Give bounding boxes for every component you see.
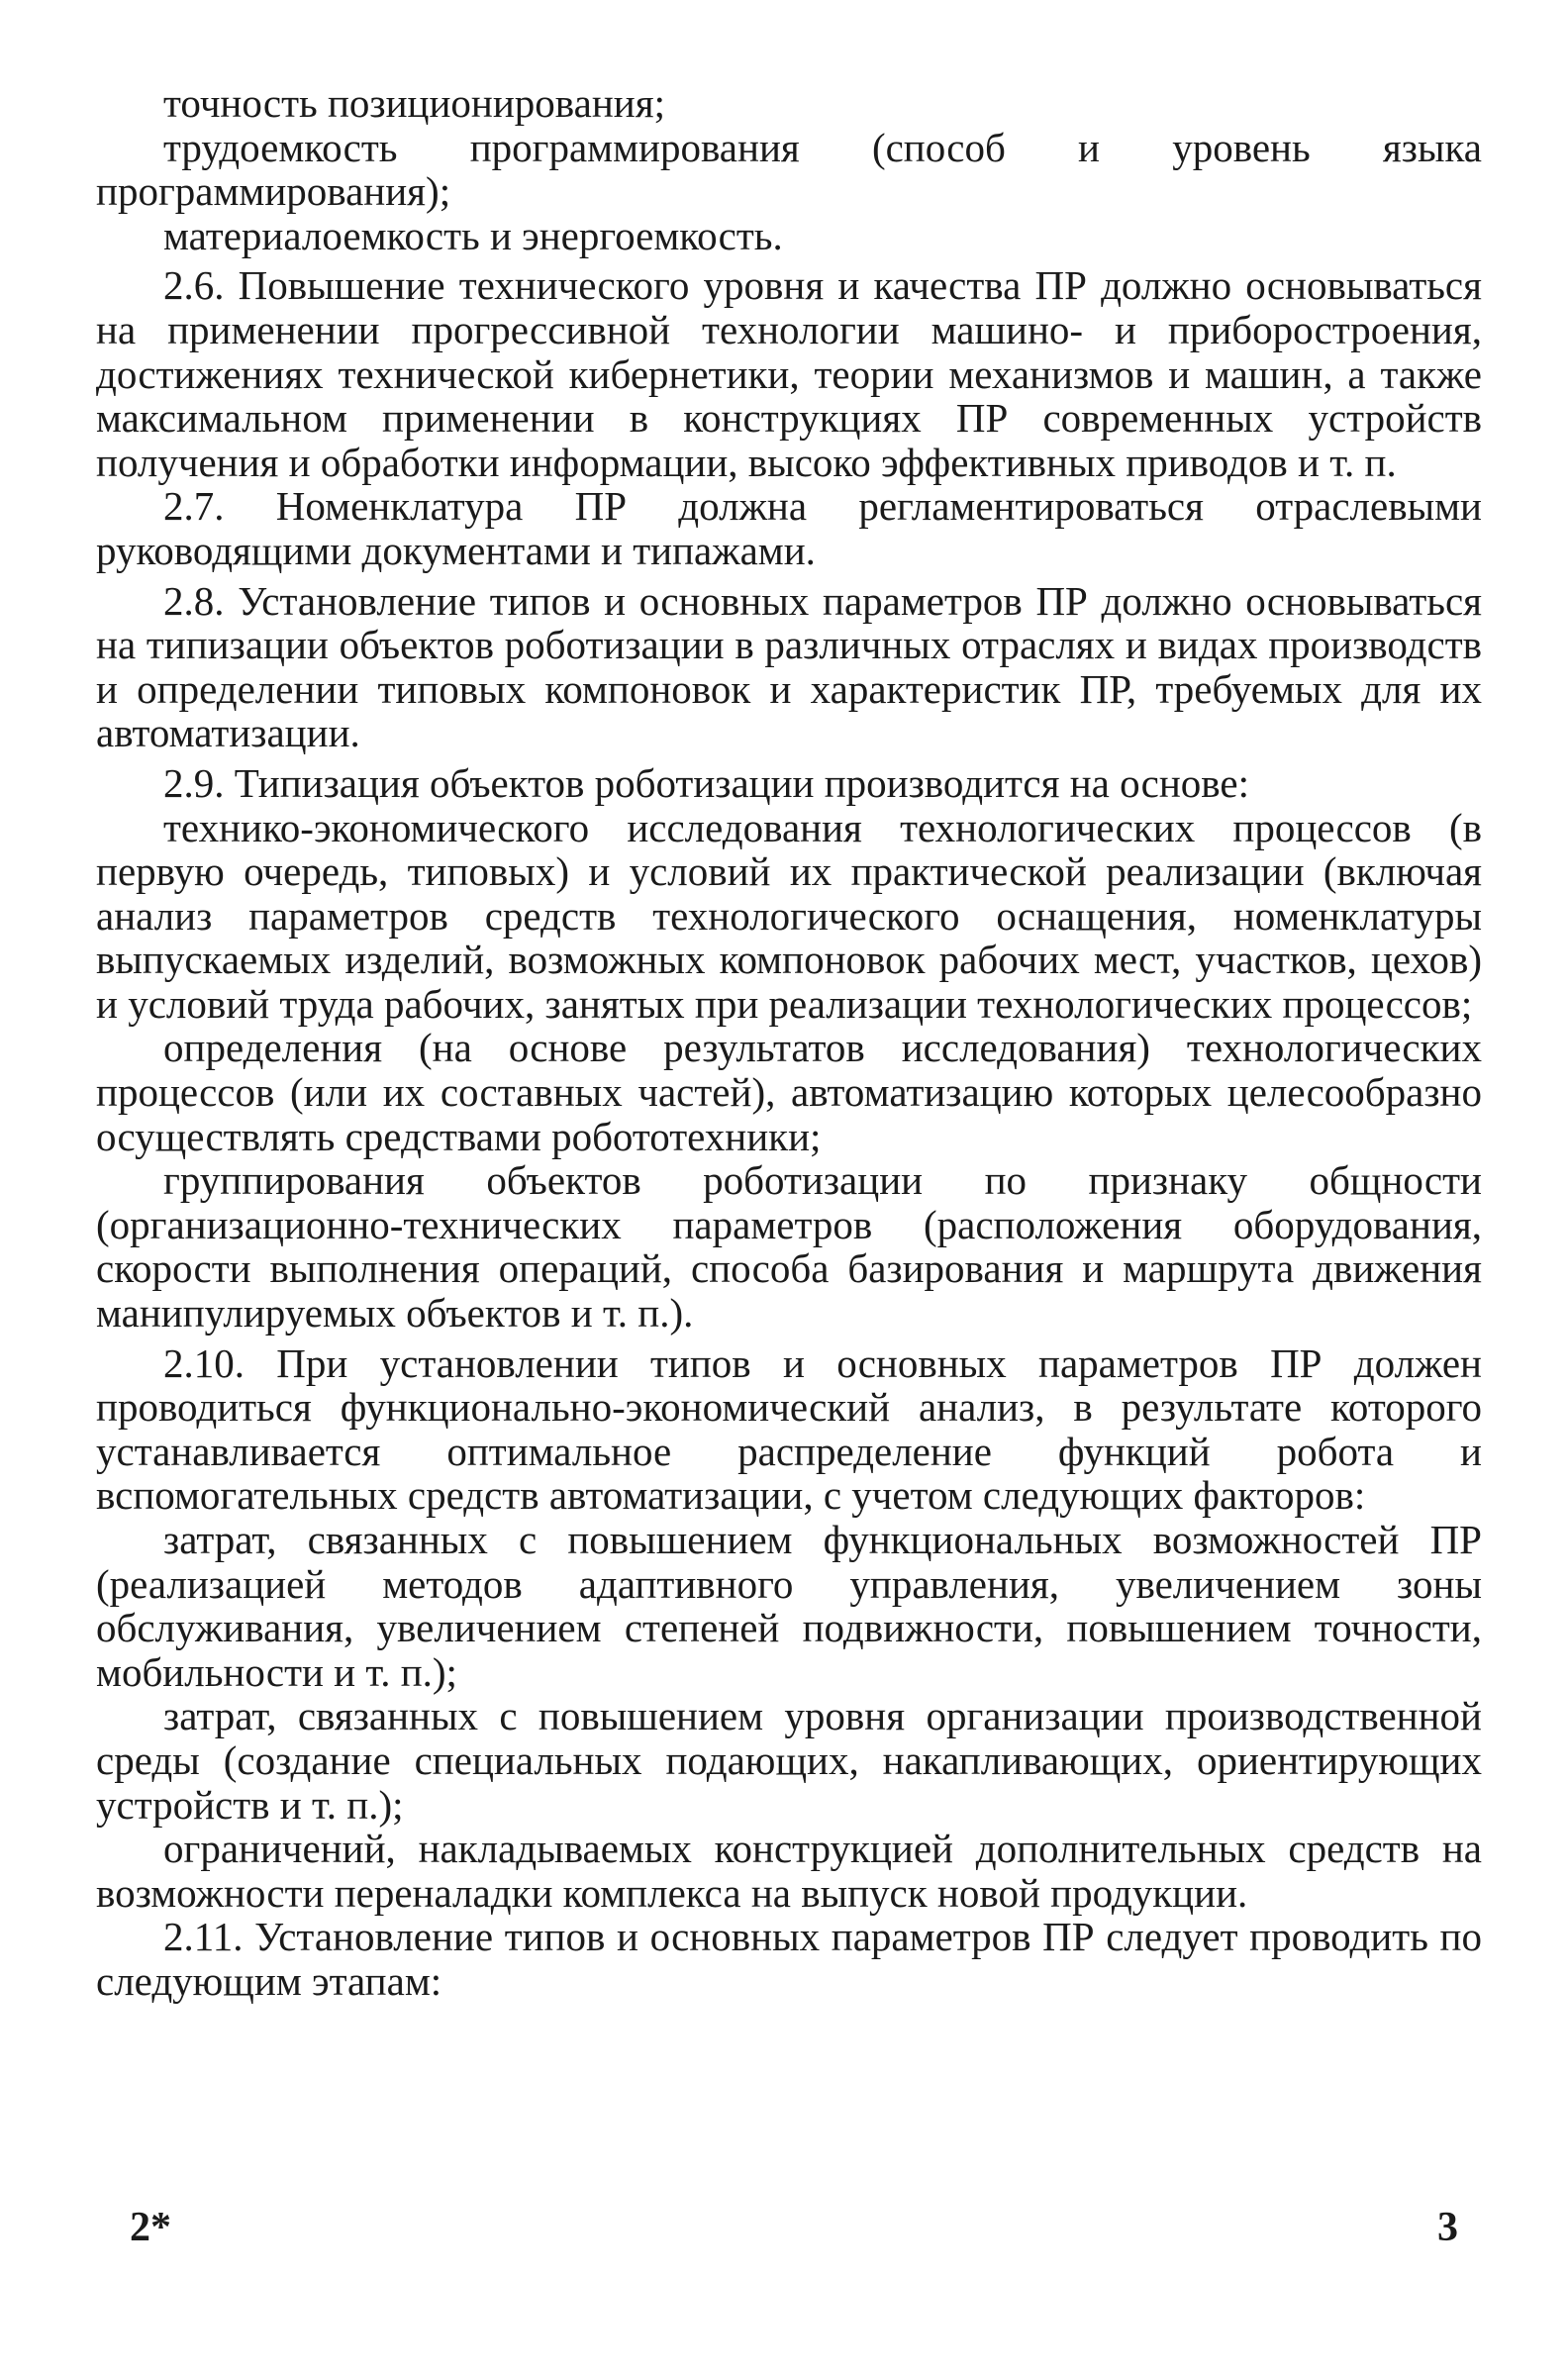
paragraph-2-8: 2.8. Установление типов и основных параметров ПР должно основываться на типизации объектов роботизации в различных отраслях и видах производств и определении типовых компоновок и характеристик ПР, требуемых для их автоматизации. <box>96 577 1482 756</box>
paragraph-2-9: 2.9. Типизация объектов роботизации производится на основе: <box>163 759 1249 806</box>
list-item: затрат, связанных с повышением уровня организации производственной среды (создание специальных подающих, накапливающих, ориентирующих устройств и т. п.); <box>96 1693 1482 1828</box>
page-footer <box>96 2204 1458 2263</box>
paragraph: трудоемкость программирования (способ и уровень языка программирования); <box>96 124 1482 215</box>
body-text <box>96 81 1482 2004</box>
list-item: ограничений, накладываемых конструкцией дополнительных средств на возможности переналадки комплекса на выпуск новой продукции. <box>96 1826 1482 1916</box>
list-item: затрат, связанных с повышением функциональных возможностей ПР (реализацией методов адаптивного управления, увеличением зоны обслуживания, увеличением степеней подвижности, повышением точности, мобильности и т. п.); <box>96 1517 1482 1695</box>
paragraph-2-10: 2.10. При установлении типов и основных параметров ПР должен проводиться функционально-экономический анализ, в результате которого устанавливается оптимальное распределение функций робота и вспомогательных средств автоматизации, с учетом следующих факторов: <box>96 1339 1482 1519</box>
paragraph: материалоемкость и энергоемкость. <box>163 212 783 258</box>
paragraph-2-11: 2.11. Установление типов и основных параметров ПР следует проводить по следующим этапам: <box>96 1914 1482 2004</box>
paragraph: точность позиционирования; <box>163 80 665 126</box>
list-item: группирования объектов роботизации по признаку общности (организационно-технических параметров (расположения оборудования, скорости выполнения операций, способа базирования и маршрута движения манипулируемых объектов и т. п.). <box>96 1157 1482 1337</box>
list-item: технико-экономического исследования технологических процессов (в первую очередь, типовых) и условий их практической реализации (включая анализ параметров средств технологического оснащения, номенклатуры выпускаемых изделий, возможных компоновок рабочих мест, участков, цехов) и условий труда рабочих, занятых при реализации технологических процессов; <box>96 804 1482 1027</box>
list-item: определения (на основе результатов исследования) технологических процессов (или их составных частей), автоматизацию которых целесообразно осуществлять средствами робототехники; <box>96 1025 1482 1159</box>
paragraph-2-6: 2.6. Повышение технического уровня и качества ПР должно основываться на применении прогрессивной технологии машино- и приборостроения, достижениях технической кибернетики, теории механизмов и машин, а также максимальном применении в конструкциях ПР современных устройств получения и обработки информации, высоко эффективных приводов и т. п. <box>96 262 1482 485</box>
signature-mark: 2* <box>130 2205 171 2250</box>
page-number: 3 <box>1437 2205 1458 2250</box>
paragraph-2-7: 2.7. Номенклатура ПР должна регламентироваться отраслевыми руководящими документами и типажами. <box>96 483 1482 573</box>
